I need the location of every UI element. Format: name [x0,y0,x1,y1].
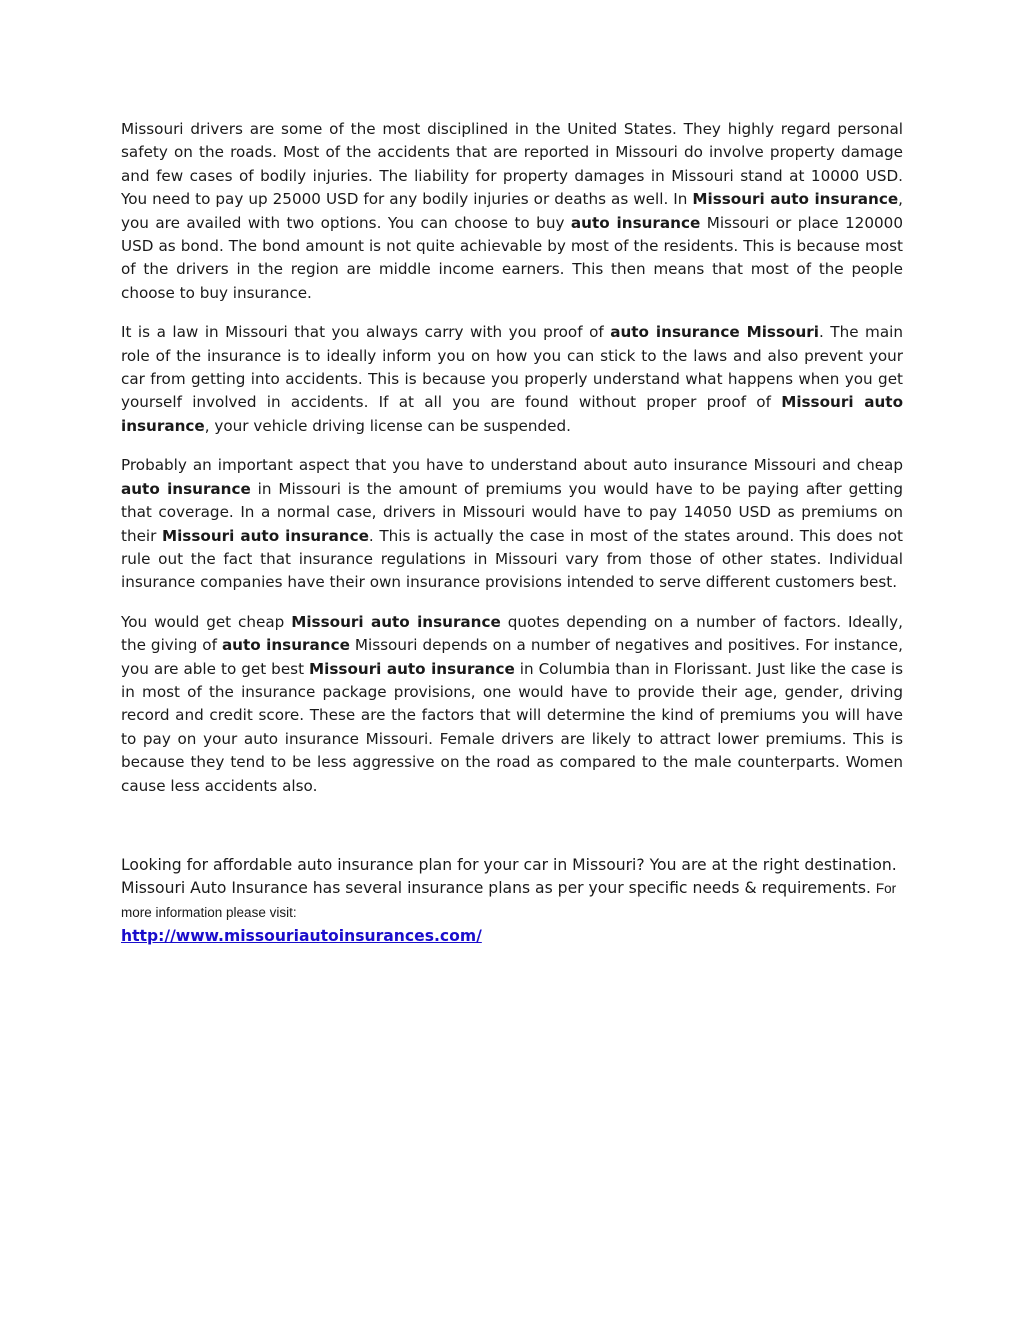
bold-keyword: Missouri auto insurance [161,526,369,545]
bold-keyword: Missouri auto insurance [692,190,899,209]
text-run: You would get cheap [121,612,292,631]
text-run: , your vehicle driving license can be suspended. [204,416,571,435]
bold-keyword: Missouri auto insurance [291,612,501,631]
bold-keyword: auto insurance [221,636,350,655]
text-run: . The main role of the insurance is to ideally inform you on how you can stick to the laws and also prevent your car from getting into accidents. This is because you properly understand what happens when you get yourself involved in accidents. If at all you are found without proper proof of [121,323,903,412]
text-run: Missouri drivers are some of the most disciplined in the United States. They highly regard personal safety on the roads. Most of the accidents that are reported in Missouri do involve property damage and few cases of bodily injuries. The liability for property damages in Missouri stand at 10000 USD. You need to pay up 25000 USD for any bodily injuries or deaths as well. In [121,120,903,209]
bold-keyword: auto insurance Missouri [610,323,819,342]
closing-text: Looking for affordable auto insurance plan for your car in Missouri? You are at the right destination. Missouri Auto Insurance has several insurance plans as per your specific needs & requirements. [121,855,897,898]
text-run: , you are availed with two options. You can choose to buy [121,190,903,232]
body-text [121,118,903,798]
closing-paragraph [121,854,903,924]
text-run: Probably an important aspect that you have to understand about auto insurance Missouri and cheap [121,456,903,475]
text-run: in Columbia than in Florissant. Just like the case is in most of the insurance package provisions, one would have to provide their age, gender, driving record and credit score. These are the factors that will determine the kind of premiums you will have to pay on your auto insurance Missouri. Female drivers are likely to attract lower premiums. This is because they tend to be less aggressive on the road as compared to the male counterparts. Women cause less accidents also. [121,659,903,795]
text-run: It is a law in Missouri that you always carry with you proof of [121,323,611,342]
text-run: Missouri depends on a number of negatives and positives. For instance, you are able to get best [121,636,903,678]
paragraph-3 [121,454,903,594]
bold-keyword: Missouri auto insurance [121,393,904,435]
text-run: quotes depending on a number of factors. Ideally, the giving of [121,612,903,655]
text-run: . This is actually the case in most of the states around. This does not rule out the fact that insurance regulations in Missouri vary from those of other states. Individual insurance companies have their own insurance provisions intended to serve different customers best. [121,526,903,592]
website-link[interactable]: http://www.missouriautoinsurances.com/ [121,927,482,946]
paragraph-4 [121,611,903,798]
bold-keyword: auto insurance [121,479,251,498]
paragraph-2 [121,321,903,438]
bold-keyword: Missouri auto insurance [309,659,515,678]
paragraph-1 [121,118,903,305]
text-run: Missouri or place 120000 USD as bond. The bond amount is not quite achievable by most of the residents. This is because most of the drivers in the region are middle income earners. This then means that most of the people choose to buy insurance. [121,213,903,302]
bold-keyword: auto insurance [570,213,701,232]
closing-small-text: For more information please visit: [121,881,897,920]
spacer [121,814,903,854]
text-run: in Missouri is the amount of premiums you would have to be paying after getting that coverage. In a normal case, drivers in Missouri would have to pay 14050 USD as premiums on their [121,479,903,545]
document-page [121,118,903,945]
